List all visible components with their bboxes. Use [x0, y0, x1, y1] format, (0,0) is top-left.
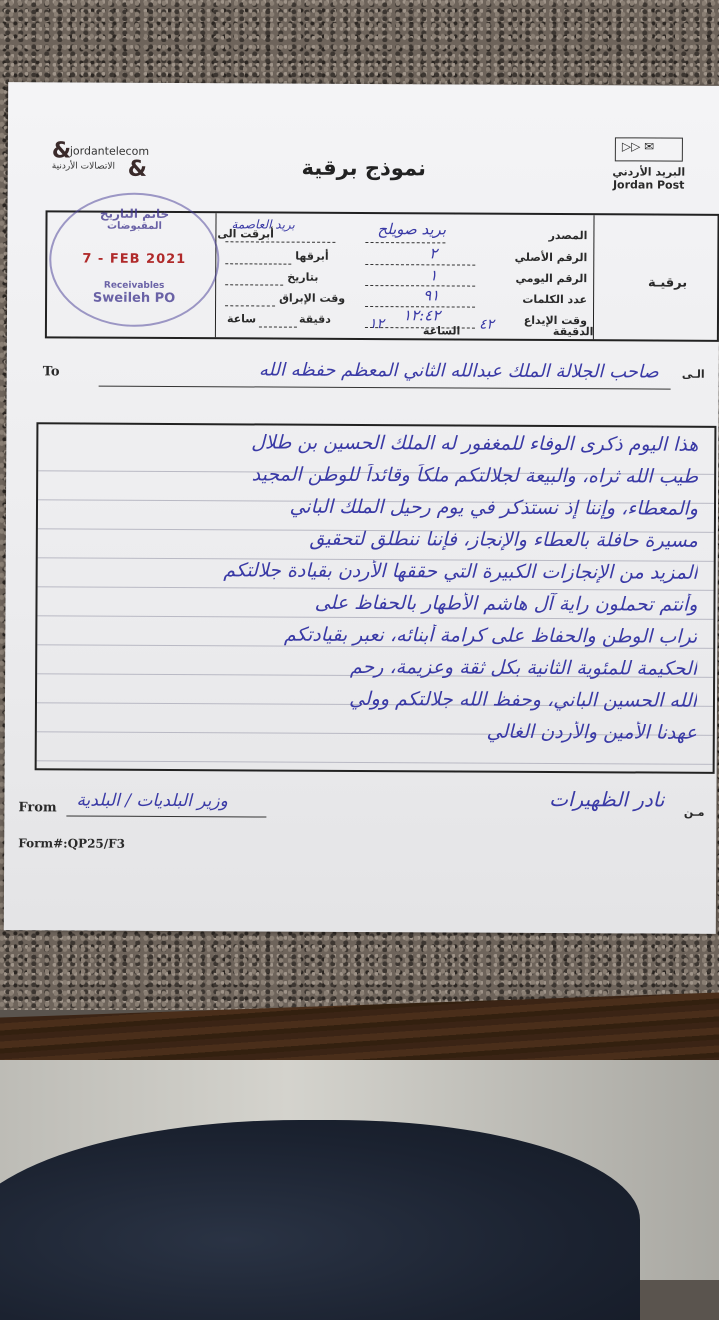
field-value-deposit-time: ١٢:٤٢ — [402, 306, 441, 325]
stamp-date: 7 - FEB 2021 — [82, 251, 187, 268]
message-line: هذا اليوم ذكرى الوفاء للمغفور له الملك الحسين بن طلال — [251, 431, 699, 456]
field-label-deposit-time: وقت الإيداع — [523, 313, 588, 328]
field-line — [365, 285, 475, 287]
stamp-post-office: Sweileh PO — [92, 290, 176, 307]
form-number: Form#:QP25/F3 — [18, 836, 126, 851]
jordan-post-name-en: Jordan Post — [612, 178, 685, 192]
from-line — [66, 815, 266, 817]
field-value-source: بريد صويلح — [377, 220, 447, 239]
ampersand-icon: & — [127, 156, 148, 182]
form-title: نموذج برقية — [301, 155, 427, 181]
field-label-send-time: وقت الإبراق — [279, 291, 346, 305]
field-label-on-date: بتاريخ — [287, 270, 319, 284]
from-label: From — [18, 800, 57, 816]
message-line: الحكيمة للمئوية الثانية بكل ثقة وعزيمة، رحم — [349, 655, 698, 680]
field-label-sent-by: أبرقها — [295, 249, 329, 263]
field-label-sent-to: أبرقت الى — [217, 227, 274, 241]
field-line — [225, 263, 291, 264]
field-label-word-count: عدد الكلمات — [522, 292, 588, 307]
jordan-telecom-brand-ar: الاتصالات الأردنية — [51, 161, 115, 172]
person-leg — [0, 1120, 640, 1320]
field-label-source: المصدر — [548, 228, 588, 243]
from-label-ar: مـن — [683, 805, 705, 819]
from-value-right: نادر الظهيرات — [549, 786, 665, 812]
field-label-minute: دقيقة — [298, 312, 331, 326]
field-value-word-count: ٩١ — [423, 286, 440, 305]
field-line — [225, 284, 283, 285]
to-row — [39, 358, 715, 396]
message-line: تراب الوطن والحفاظ على كرامة أبنائه، نعبر بقيادتكم — [283, 623, 698, 648]
from-value-left: وزير البلديات / البلدية — [76, 790, 228, 812]
message-line: الله الحسين الباني، وحفظ الله جلالتكم وولي — [349, 687, 698, 712]
mail-truck-icon — [615, 137, 683, 161]
field-line — [365, 264, 475, 266]
message-line: وأنتم تحملون راية آل هاشم الأطهار بالحفاظ على — [314, 591, 698, 616]
field-label-hour: ساعة — [226, 312, 257, 326]
field-value-sent-to: بريد العاصمة — [231, 217, 295, 232]
message-line: طيب الله ثراه، والبيعة لجلالتكم ملكاً وقائداً للوطن المجيد — [251, 463, 699, 488]
to-line — [99, 386, 671, 390]
field-label-deposit-minute: الدقيقة — [552, 324, 594, 339]
stamp-title: خاتم التاريخ — [99, 206, 170, 221]
message-line: والمعطاء، وإننا إذ نستذكر في يوم رحيل الملك الباني — [289, 495, 699, 520]
field-line — [365, 242, 445, 243]
field-line — [225, 305, 275, 306]
field-value-deposit-minute: ٤٢ — [478, 316, 495, 333]
field-line — [225, 241, 335, 243]
to-label-ar: الـى — [681, 367, 705, 381]
telegram-side-label: برقيـة — [648, 275, 688, 291]
to-value: صاحب الجلالة الملك عبدالله الثاني المعظم حفظه الله — [258, 359, 659, 383]
jordan-post-logo — [604, 137, 694, 191]
telegram-form-paper — [4, 82, 719, 934]
stamp-subtitle: المقبوضات — [106, 220, 162, 232]
field-label-original-number: الرقم الأصلي — [514, 250, 588, 265]
field-value-original-number: ٢ — [429, 244, 438, 263]
ampersand-icon: & — [51, 138, 72, 164]
message-line: المزيد من الإنجازات الكبيرة التي حققها الأردن بقيادة جلالتكم — [223, 559, 698, 584]
message-line: عهدنا الأمين والأردن الغالي — [486, 720, 697, 744]
stamp-receivables: Receivables — [103, 280, 165, 291]
jordan-telecom-brand: jordantelecom — [69, 144, 150, 158]
message-box — [35, 422, 717, 774]
field-value-daily-number: ١ — [429, 266, 438, 285]
field-label-daily-number: الرقم اليومي — [515, 271, 588, 286]
column-divider — [593, 215, 595, 339]
jordan-post-name-ar: البريد الأردني — [612, 165, 686, 179]
from-row — [18, 786, 708, 828]
date-stamp — [49, 192, 220, 327]
field-label-deposit-hour: الساعة — [422, 324, 461, 338]
field-value-deposit-hour: ١٢ — [368, 316, 385, 333]
message-line: مسيرة حافلة بالعطاء والإنجاز، فإننا ننطلق لتحقيق — [309, 527, 698, 552]
to-label: To — [42, 364, 60, 380]
field-line — [259, 326, 297, 327]
